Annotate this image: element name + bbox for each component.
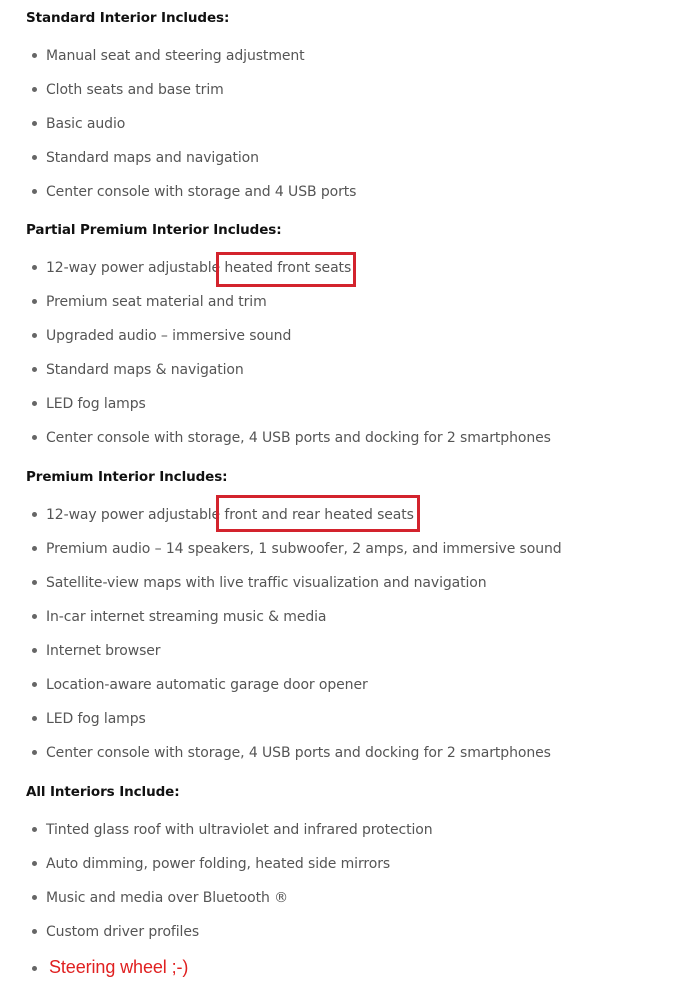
bullet-icon [32,546,37,551]
list-item: Standard maps & navigation [32,362,244,378]
bullet-icon [32,435,37,440]
bullet-icon [32,333,37,338]
list-item: Basic audio [32,116,125,132]
list-item: Music and media over Bluetooth ® [32,890,288,906]
bullet-icon [32,750,37,755]
list-item: Center console with storage, 4 USB ports and docking for 2 smartphones [32,430,551,446]
bullet-icon [32,895,37,900]
bullet-icon [32,265,37,270]
bullet-icon [32,716,37,721]
list-item: 12-way power adjustable heated front seats [32,260,351,276]
bullet-icon [32,367,37,372]
section-heading-all-interiors: All Interiors Include: [26,784,180,800]
list-item: Custom driver profiles [32,924,199,940]
bullet-icon [32,861,37,866]
bullet-icon [32,580,37,585]
section-heading-partial-premium: Partial Premium Interior Includes: [26,222,282,238]
highlighted-text: front and rear heated seats [224,507,414,523]
list-item: LED fog lamps [32,396,146,412]
highlighted-text: heated front seats [224,260,352,276]
list-item: Premium seat material and trim [32,294,267,310]
list-item: Location-aware automatic garage door opener [32,677,368,693]
list-item: Center console with storage and 4 USB ports [32,184,356,200]
bullet-icon [32,648,37,653]
list-item: Standard maps and navigation [32,150,259,166]
added-annotation-text: Steering wheel ;-) [49,957,189,977]
list-item: Tinted glass roof with ultraviolet and infrared protection [32,822,433,838]
bullet-icon [32,512,37,517]
list-item: Center console with storage, 4 USB ports and docking for 2 smartphones [32,745,551,761]
list-item: Premium audio – 14 speakers, 1 subwoofer, 2 amps, and immersive sound [32,541,562,557]
bullet-icon [32,401,37,406]
list-item: Upgraded audio – immersive sound [32,328,291,344]
bullet-icon [32,87,37,92]
list-item: Satellite-view maps with live traffic visualization and navigation [32,575,487,591]
list-item: Manual seat and steering adjustment [32,48,305,64]
bullet-icon [32,299,37,304]
bullet-icon [32,189,37,194]
list-item: 12-way power adjustable front and rear heated seats [32,507,414,523]
bullet-icon [32,682,37,687]
highlight-box [216,252,356,287]
bullet-icon [32,614,37,619]
list-item: Auto dimming, power folding, heated side mirrors [32,856,390,872]
bullet-icon [32,827,37,832]
bullet-icon [32,929,37,934]
list-item: Internet browser [32,643,160,659]
bullet-icon [32,966,37,971]
bullet-icon [32,53,37,58]
list-item: In-car internet streaming music & media [32,609,326,625]
section-heading-premium: Premium Interior Includes: [26,469,228,485]
section-heading-standard: Standard Interior Includes: [26,10,230,26]
list-item: LED fog lamps [32,711,146,727]
list-item: Cloth seats and base trim [32,82,224,98]
list-item-added [32,957,188,978]
bullet-icon [32,121,37,126]
bullet-icon [32,155,37,160]
highlight-box [216,495,420,532]
